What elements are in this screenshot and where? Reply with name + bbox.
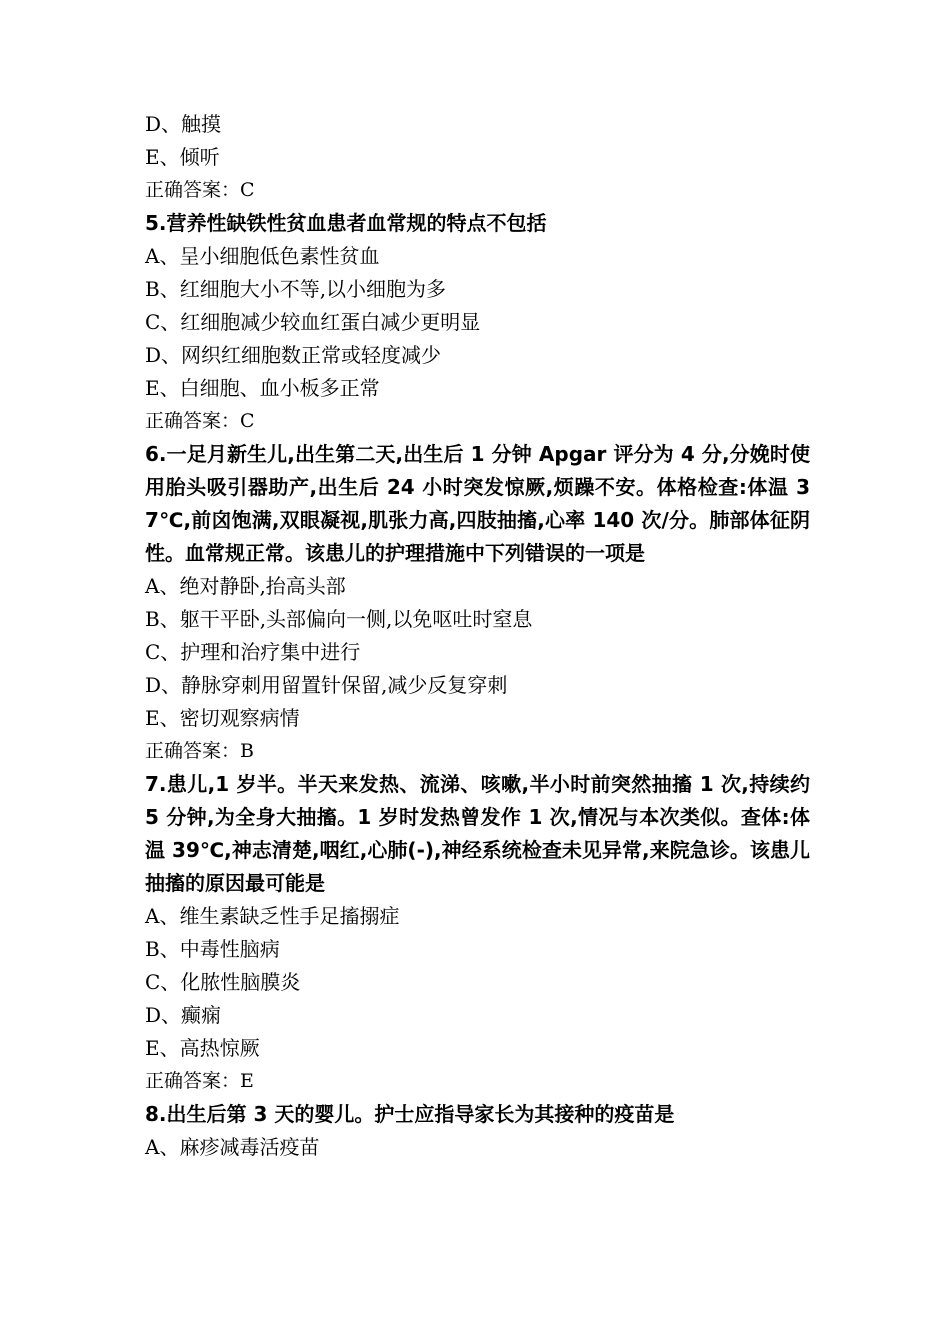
question-7: 7.患儿,1 岁半。半天来发热、流涕、咳嗽,半小时前突然抽搐 1 次,持续约 5 分钟,为全身大抽搐。1 岁时发热曾发作 1 次,情况与本次类似。查体:体温 39℃,神志清楚,咽红,心肺(-),神经系统检查未见异常,来院急诊。该患儿抽搐的原因最可能是 xyxy=(145,772,810,895)
option-line: A、维生素缺乏性手足搐搦症 xyxy=(145,904,400,928)
option-line: A、绝对静卧,抬高头部 xyxy=(145,574,346,598)
option-line: D、网织红细胞数正常或轻度减少 xyxy=(145,343,442,367)
question-5: 5.营养性缺铁性贫血患者血常规的特点不包括 xyxy=(145,211,547,235)
option-line: D、静脉穿刺用留置针保留,减少反复穿刺 xyxy=(145,673,508,697)
option-line: C、化脓性脑膜炎 xyxy=(145,970,301,994)
option-line: E、倾听 xyxy=(145,145,220,169)
exam-content xyxy=(145,108,810,1164)
option-line: E、白细胞、血小板多正常 xyxy=(145,376,380,400)
option-line: C、红细胞减少较血红蛋白减少更明显 xyxy=(145,310,481,334)
option-line: E、高热惊厥 xyxy=(145,1036,260,1060)
question-8: 8.出生后第 3 天的婴儿。护士应指导家长为其接种的疫苗是 xyxy=(145,1102,675,1126)
option-line: B、中毒性脑病 xyxy=(145,937,280,961)
option-line: D、癫痫 xyxy=(145,1003,222,1027)
question-6: 6.一足月新生儿,出生第二天,出生后 1 分钟 Apgar 评分为 4 分,分娩时使用胎头吸引器助产,出生后 24 小时突发惊厥,烦躁不安。体格检查:体温 37℃,前囟饱满,双眼凝视,肌张力高,四肢抽搐,心率 140 次/分。肺部体征阴性。血常规正常。该患儿的护理措施中下列错误的一项是 xyxy=(145,442,810,565)
answer-line: 正确答案：C xyxy=(145,410,255,432)
answer-line: 正确答案：C xyxy=(145,179,255,201)
option-line: D、触摸 xyxy=(145,112,222,136)
option-line: A、呈小细胞低色素性贫血 xyxy=(145,244,380,268)
option-line: B、躯干平卧,头部偏向一侧,以免呕吐时窒息 xyxy=(145,607,533,631)
answer-line: 正确答案：B xyxy=(145,740,254,762)
option-line: B、红细胞大小不等,以小细胞为多 xyxy=(145,277,447,301)
option-line: E、密切观察病情 xyxy=(145,706,300,730)
option-line: C、护理和治疗集中进行 xyxy=(145,640,361,664)
answer-line: 正确答案：E xyxy=(145,1070,254,1092)
option-line: A、麻疹减毒活疫苗 xyxy=(145,1135,320,1159)
